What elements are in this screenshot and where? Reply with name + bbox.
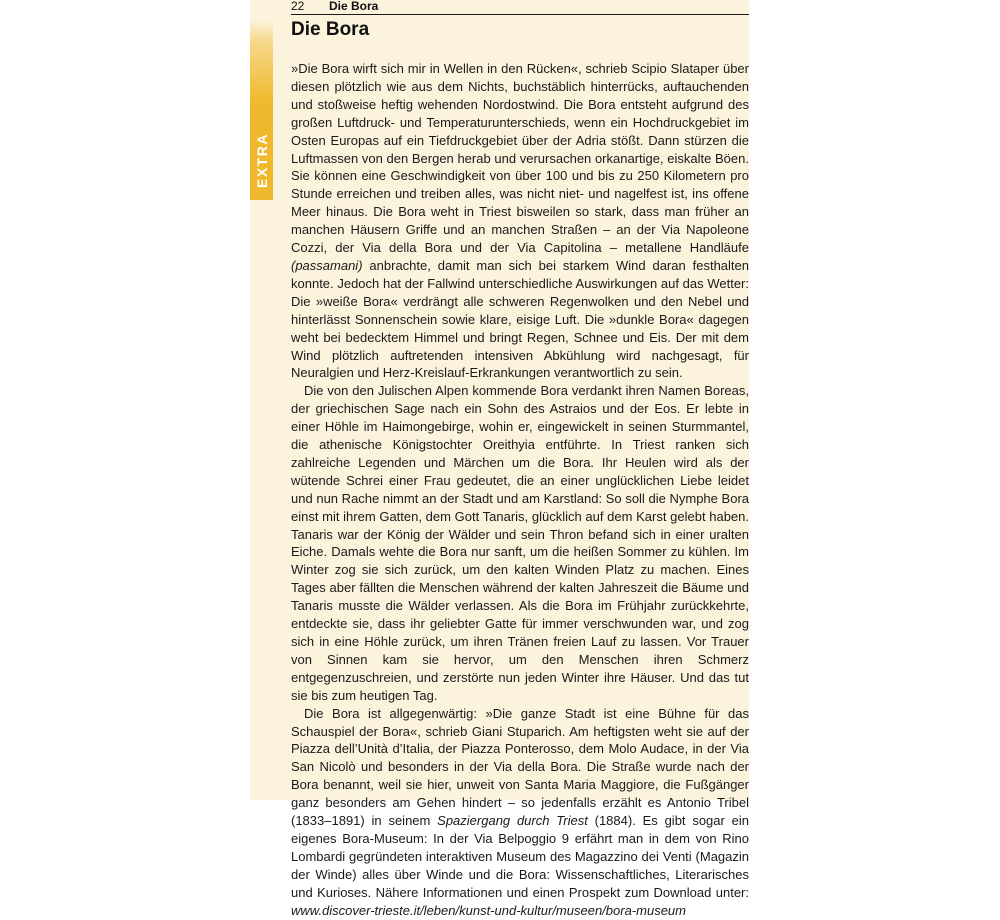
running-head-title: Die Bora	[329, 0, 379, 13]
text-run: Die Bora ist allgegenwärtig: »Die ganze Stadt ist eine Bühne für das Schauspiel der Bora«, schrieb Giani Stuparich. Am heftigsten weht sie auf der Piazza dell’Unità d’Italia, der Piazza Ponterosso, dem Molo Audace, in der Via San Nicolò und besonders in der Via della Bora. Die Straße wurde nach der Bora benannt, weil sie hier, unweit von Santa Maria Maggiore, die Fußgänger ganz besonders am Gehen hindert – so jedenfalls erzählt es Antonio Tribel (1833–1891) in seinem	[291, 705, 749, 829]
paragraph	[291, 382, 749, 704]
section-tab-extra	[250, 20, 273, 200]
paragraph	[291, 705, 749, 920]
text-run: (1884). Es gibt sogar ein eigenes Bora-Museum: In der Via Belpoggio 9 erfährt man in dem von Rino Lombardi gegründeten interaktiven Museum des Magazzino dei Venti (Magazin der Winde) alles über Winde und die Bora: Wissenschaftliches, Literarisches und Kurioses. Nähere Informationen und einen Prospekt zum Download unter:	[291, 813, 749, 900]
text-run: »Die Bora wirft sich mir in Wellen in den Rücken«, schrieb Scipio Slataper über diesen plötzlich wie aus dem Nichts, buchstäblich hinterrücks, auftauchenden und stoßweise heftig wehenden Nordostwind. Die Bora entsteht aufgrund des großen Luftdruck- und Temperaturunterschieds, wenn ein Hochdruckgebiet im Osten Europas auf ein Tiefdruckgebiet über der Adria stößt. Dann stürzen die Luftmassen von den Bergen herab und verursachen orkanartige, eiskalte Böen. Sie können eine Geschwindigkeit von über 100 und bis zu 250 Kilometern pro Stunde erreichen und treiben alles, was nicht niet- und nagelfest ist, ins offene Meer hinaus. Die Bora weht in Triest bisweilen so stark, dass man früher an manchen Häusern Griffe und an manchen Straßen – an der Via Napoleone Cozzi, der Via della Bora und der Via Capitolina – metallene Handläufe	[291, 61, 749, 256]
italic-text-run: Spaziergang durch Triest	[437, 813, 588, 829]
article-body	[291, 60, 749, 920]
italic-text-run: (passamani)	[291, 257, 363, 273]
paragraph	[291, 60, 749, 382]
page-title: Die Bora	[291, 19, 370, 40]
text-run: anbrachte, damit man sich bei starkem Wind daran festhalten konnte. Jedoch hat der Fallwind unterschiedliche Auswirkungen auf das Wetter: Die »weiße Bora« verdrängt alle schweren Regenwolken und den Nebel und hinterlässt Sonnenschein sowie klare, eisige Luft. Die »dunkle Bora« dagegen weht bei bedecktem Himmel und bringt Regen, Schnee und Eis. Der mit dem Wind plötzlich auftretenden intensiven Abkühlung wird nachgesagt, für Neuralgien und Herz-Kreislauf-Erkrankungen verantwortlich zu sein.	[291, 257, 749, 381]
text-run: Die von den Julischen Alpen kommende Bora verdankt ihren Namen Boreas, der griechischen Sage nach ein Sohn des Astraios und der Eos. Er lebte in einer Höhle im Haimongebirge, wohin er, eingewickelt in seinen Sturmmantel, die athenische Königstochter Oreithyia entführte. In Triest ranken sich zahlreiche Legenden und Märchen um die Bora. Ihr Heulen wird als der wütende Schrei einer Frau gedeutet, die an einer unglücklichen Liebe leidet und nun Rache nimmt an der Stadt und am Karstland: So soll die Nymphe Bora einst mit ihrem Gatten, dem Gott Tanaris, glücklich auf dem Karst gelebt haben. Tanaris war der König der Wälder und sein Thron befand sich in einer uralten Eiche. Damals wehte die Bora nur sanft, um die heißen Sommer zu kühlen. Im Winter zog sie sich zurück, um den kalten Winden Platz zu machen. Eines Tages aber fällten die Menschen während der kalten Jahreszeit die Bäume und Tanaris musste die Wälder verlassen. Als die Bora im Frühjahr zurückkehrte, entdeckte sie, dass ihr geliebter Gatte für immer verschwunden war, und zog sich in eine Höhle zurück, um ihren Tränen freien Lauf zu lassen. Vor Trauer von Sinnen kam sie hervor, um den Menschen ihren Schmerz entgegenzuschreien, und zerstörte nun jeden Winter ihre Häuser. Und das tut sie bis zum heutigen Tag.	[291, 383, 749, 703]
running-head	[291, 0, 749, 15]
page-number: 22	[291, 0, 305, 13]
section-tab-label: EXTRA	[253, 133, 270, 188]
museum-link[interactable]: www.discover-trieste.it/leben/kunst-und-kultur/museen/bora-museum	[291, 902, 686, 918]
